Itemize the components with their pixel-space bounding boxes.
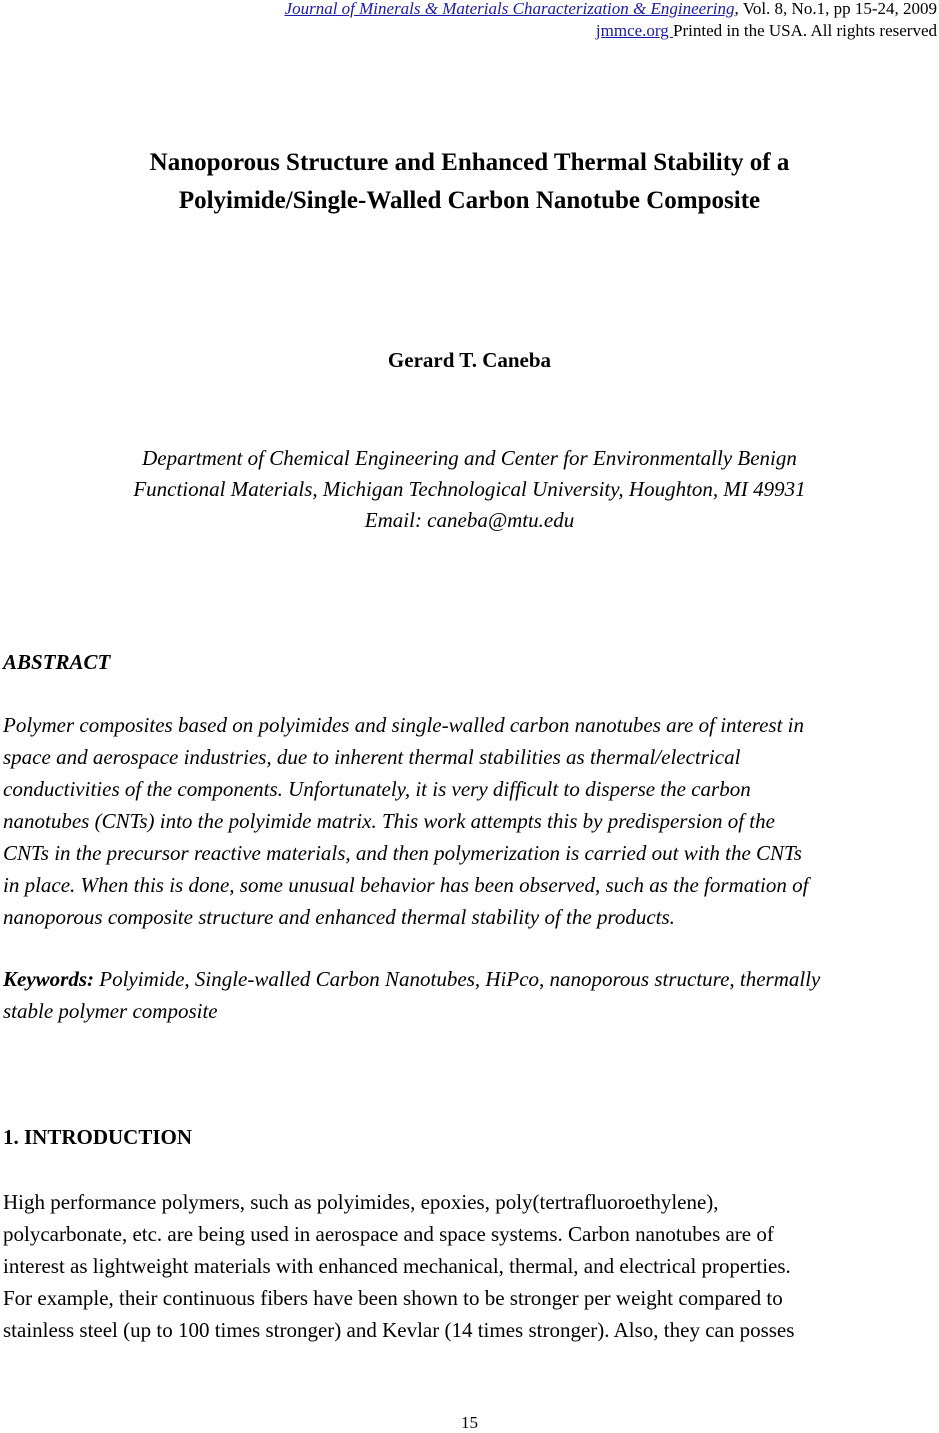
keywords-line-2: stable polymer composite xyxy=(3,999,218,1023)
author-affiliation xyxy=(0,443,939,536)
keywords-label: Keywords: xyxy=(3,967,94,991)
page-number: 15 xyxy=(461,1413,478,1432)
journal-header xyxy=(285,0,937,42)
abstract-line: conductivities of the components. Unfortunately, it is very difficult to disperse the carbon xyxy=(3,777,751,801)
abstract-line: in place. When this is done, some unusual behavior has been observed, such as the formation of xyxy=(3,873,809,897)
author-name: Gerard T. Caneba xyxy=(387,348,552,372)
introduction-line: For example, their continuous fibers have been shown to be stronger per weight compared to xyxy=(3,1286,783,1310)
site-link[interactable]: jmmce.org xyxy=(595,21,674,40)
introduction-line: High performance polymers, such as polyimides, epoxies, poly(tertrafluoroethylene), xyxy=(3,1190,719,1214)
introduction-line: polycarbonate, etc. are being used in aerospace and space systems. Carbon nanotubes are of xyxy=(3,1222,774,1246)
affiliation-line-2: Functional Materials, Michigan Technological University, Houghton, MI 49931 xyxy=(133,477,806,501)
abstract-line: nanotubes (CNTs) into the polyimide matrix. This work attempts this by predispersion of the xyxy=(3,809,775,833)
paper-title xyxy=(0,144,939,220)
keywords-text: Polyimide, Single-walled Carbon Nanotubes, HiPco, nanoporous structure, thermally xyxy=(94,967,821,991)
abstract-line: Polymer composites based on polyimides and single-walled carbon nanotubes are of interest in xyxy=(3,713,805,737)
abstract-heading: ABSTRACT xyxy=(3,650,111,674)
title-line-1: Nanoporous Structure and Enhanced Thermal Stability of a xyxy=(149,149,790,176)
affiliation-line-1: Department of Chemical Engineering and Center for Environmentally Benign xyxy=(142,446,797,470)
volume-info: , Vol. 8, No.1, pp 15-24, 2009 xyxy=(734,0,937,18)
rights-text: Printed in the USA. All rights reserved xyxy=(673,21,937,40)
author-email: Email: caneba@mtu.edu xyxy=(364,508,575,532)
abstract-line: nanoporous composite structure and enhanced thermal stability of the products. xyxy=(3,905,675,929)
abstract-line: CNTs in the precursor reactive materials, and then polymerization is carried out with the CNTs xyxy=(3,841,802,865)
introduction-line: stainless steel (up to 100 times stronger) and Kevlar (14 times stronger). Also, they can posses xyxy=(3,1318,795,1342)
introduction-body xyxy=(3,1186,939,1346)
abstract-body xyxy=(3,709,939,933)
title-line-2: Polyimide/Single-Walled Carbon Nanotube Composite xyxy=(178,187,761,214)
keywords-line-1 xyxy=(3,963,939,995)
site-line xyxy=(285,20,937,42)
journal-citation-line xyxy=(285,0,937,20)
abstract-line: space and aerospace industries, due to inherent thermal stabilities as thermal/electrical xyxy=(3,745,741,769)
introduction-line: interest as lightweight materials with enhanced mechanical, thermal, and electrical properties. xyxy=(3,1254,791,1278)
introduction-heading: 1. INTRODUCTION xyxy=(3,1125,193,1149)
keywords-block xyxy=(3,963,939,1027)
journal-link[interactable]: Journal of Minerals & Materials Characterization & Engineering xyxy=(284,0,735,18)
